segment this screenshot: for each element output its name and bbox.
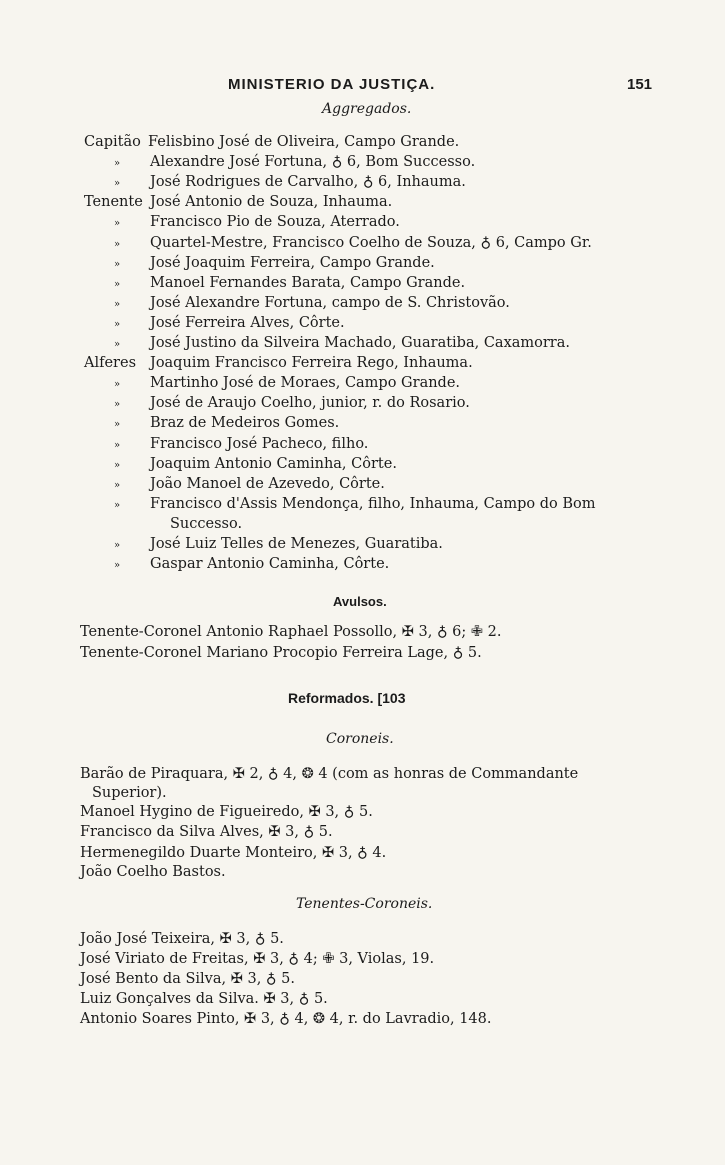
avulso-entry: Tenente-Coronel Mariano Procopio Ferreira Lage, ♁ 5.	[80, 645, 482, 661]
tenente-coronel-entry: Antonio Soares Pinto, ✠ 3, ♁ 4, ❂ 4, r. do Lavradio, 148.	[80, 1011, 492, 1027]
section-aggregados: Aggregados.	[322, 101, 412, 117]
entry-text: Gaspar Antonio Caminha, Côrte.	[150, 556, 390, 573]
entry-text: Braz de Medeiros Gomes.	[150, 415, 340, 432]
entry-text: Francisco Pio de Souza, Aterrado.	[150, 214, 400, 231]
tenente-coronel-entry: José Bento da Silva, ✠ 3, ♁ 5.	[80, 971, 295, 987]
ditto-mark: »	[114, 158, 121, 170]
section-avulsos: Avulsos.	[333, 594, 387, 609]
ditto-mark: »	[114, 278, 121, 290]
entry-text: Felisbino José de Oliveira, Campo Grande.	[148, 134, 460, 150]
coronel-entry: Barão de Piraquara, ✠ 2, ♁ 4, ❂ 4 (com as honras de Commandante	[80, 766, 579, 782]
entry-text: Joaquim Francisco Ferreira Rego, Inhauma.	[150, 355, 473, 372]
tenente-coronel-entry: Luiz Gonçalves da Silva. ✠ 3, ♁ 5.	[80, 991, 328, 1007]
tenente-coronel-entry: José Viriato de Freitas, ✠ 3, ♁ 4; ✙ 3, Violas, 19.	[80, 951, 435, 967]
entry-text: José de Araujo Coelho, junior, r. do Rosario.	[150, 395, 470, 412]
page-number: 151	[627, 76, 653, 93]
section-tenentes-coroneis: Tenentes-Coroneis.	[296, 896, 433, 912]
entry-text: José Alexandre Fortuna, campo de S. Christovão.	[150, 294, 510, 311]
entry-text: Manoel Fernandes Barata, Campo Grande.	[150, 274, 466, 291]
entry-text: José Ferreira Alves, Côrte.	[150, 314, 345, 331]
ditto-mark: »	[114, 459, 121, 471]
entry-text: José Antonio de Souza, Inhauma.	[150, 194, 393, 211]
aggregado-entry	[84, 192, 393, 212]
ditto-mark: »	[114, 379, 121, 391]
ditto-mark: »	[114, 419, 121, 431]
coronel-entry: Francisco da Silva Alves, ✠ 3, ♁ 5.	[80, 824, 333, 840]
ditto-mark: »	[114, 178, 121, 190]
entry-text: Successo.	[170, 515, 243, 532]
coronel-entry: Superior).	[92, 785, 167, 801]
ditto-mark: »	[114, 298, 121, 310]
ditto-mark: »	[114, 258, 121, 270]
avulso-entry: Tenente-Coronel Antonio Raphael Possollo, ✠ 3, ♁ 6; ✙ 2.	[80, 624, 502, 640]
entry-text: José Luiz Telles de Menezes, Guaratiba.	[150, 536, 443, 552]
ditto-mark: »	[114, 439, 121, 451]
section-reformados: Reformados. [103	[288, 690, 406, 706]
entry-text: Martinho José de Moraes, Campo Grande.	[150, 375, 461, 392]
section-coroneis: Coroneis.	[326, 731, 394, 747]
aggregado-entry	[84, 132, 460, 152]
rank-label: Alferes	[84, 355, 137, 372]
rank-label: Capitão	[84, 134, 141, 150]
coronel-entry: Hermenegildo Duarte Monteiro, ✠ 3, ♁ 4.	[80, 845, 387, 861]
entry-text: Alexandre José Fortuna, ♁ 6, Bom Successo.	[150, 154, 476, 171]
coronel-entry: Manoel Hygino de Figueiredo, ✠ 3, ♁ 5.	[80, 804, 373, 820]
ditto-mark: »	[114, 318, 121, 330]
entry-text: João Manoel de Azevedo, Côrte.	[150, 475, 385, 492]
ditto-mark: »	[114, 339, 121, 350]
entry-text: José Justino da Silveira Machado, Guaratiba, Caxamorra.	[150, 335, 570, 351]
tenente-coronel-entry: João José Teixeira, ✠ 3, ♁ 5.	[80, 931, 284, 947]
entry-text: José Joaquim Ferreira, Campo Grande.	[150, 254, 435, 271]
aggregado-entry	[84, 353, 473, 373]
ditto-mark: »	[114, 560, 121, 572]
entry-text: Francisco d'Assis Mendonça, filho, Inhauma, Campo do Bom	[150, 495, 596, 512]
entry-text: Quartel-Mestre, Francisco Coelho de Souza, ♁ 6, Campo Gr.	[150, 234, 592, 251]
ditto-mark: »	[114, 499, 121, 511]
ditto-mark: »	[114, 399, 121, 411]
entry-text: Francisco José Pacheco, filho.	[150, 435, 369, 452]
ditto-mark: »	[114, 479, 121, 491]
ditto-mark: »	[114, 540, 121, 551]
header-title: MINISTERIO DA JUSTIÇA.	[228, 76, 436, 93]
coronel-entry: João Coelho Bastos.	[80, 864, 226, 880]
ditto-mark: »	[114, 238, 121, 250]
ditto-mark: »	[114, 218, 121, 230]
rank-label: Tenente	[84, 194, 143, 211]
entry-text: José Rodrigues de Carvalho, ♁ 6, Inhauma.	[150, 174, 466, 191]
entry-text: Joaquim Antonio Caminha, Côrte.	[150, 455, 397, 472]
